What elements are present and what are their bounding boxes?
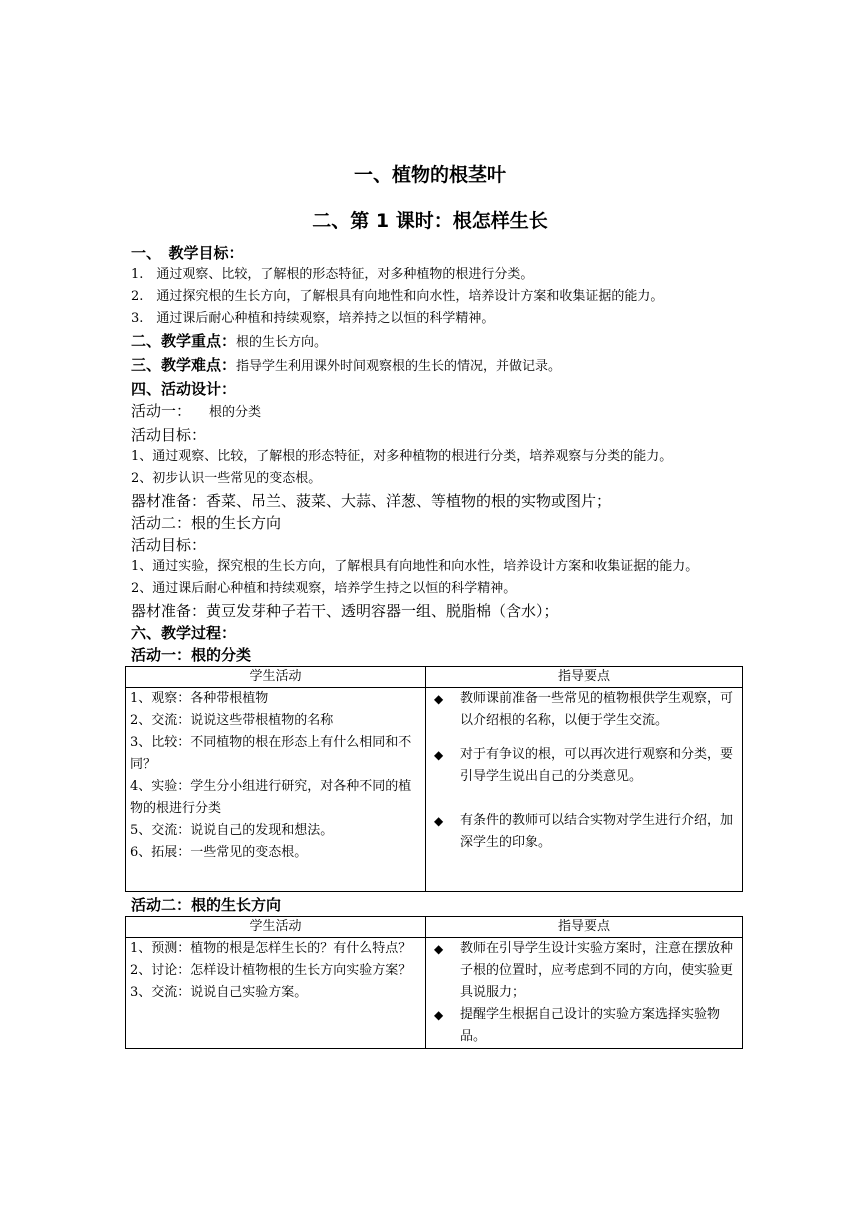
table1-guide-item: ◆ 有条件的教师可以结合实物对学生进行介绍，加深学生的印象。 xyxy=(430,810,738,854)
difficulty-label: 三、教学难点： xyxy=(131,356,237,374)
key-point-text: 根的生长方向。 xyxy=(236,335,328,350)
activity1-goal-label: 活动目标： xyxy=(131,426,207,444)
table1-guide-item: ◆ 对于有争议的根，可以再次进行观察和分类，要引导学生说出自己的分类意见。 xyxy=(430,744,738,788)
lesson-title: 二、第 1 课时：根怎样生长 xyxy=(312,210,548,232)
activity2-goal-1: 1、通过实验，探究根的生长方向，了解根具有向地性和向水性，培养设计方案和收集证据的能力。 xyxy=(131,559,699,574)
black-diamond-icon: ◆ xyxy=(434,942,444,956)
unit-title: 一、植物的根茎叶 xyxy=(353,164,506,186)
process-heading: 六、教学过程： xyxy=(131,624,237,642)
black-diamond-icon: ◆ xyxy=(434,1008,444,1022)
table2-guide-cell xyxy=(426,938,743,1049)
activity2-goal-2: 2、通过课后耐心种植和持续观察，培养学生持之以恒的科学精神。 xyxy=(131,581,517,596)
black-diamond-icon: ◆ xyxy=(434,814,444,828)
table1-student-item: 5、交流：说说自己的发现和想法。 xyxy=(130,823,334,838)
activity2-goal-label: 活动目标： xyxy=(131,536,207,554)
difficulty-text: 指导学生利用课外时间观察根的生长的情况，并做记录。 xyxy=(236,359,562,374)
table1-header-guide: 指导要点 xyxy=(426,667,743,688)
table1-student-item: 4、实验：学生分小组进行研究，对各种不同的植物的根进行分类 xyxy=(130,779,412,816)
table1-student-item: 6、拓展：一些常见的变态根。 xyxy=(130,845,308,860)
table2-guide-item: ◆ 教师在引导学生设计实验方案时，注意在摆放种子根的位置时，应考虑到不同的方向，使实验更具说服力； xyxy=(430,938,738,1004)
table1-student-item: 1、观察：各种带根植物 xyxy=(130,691,269,706)
activity1-name-text: 根的分类 xyxy=(209,405,262,420)
activity2-name: 活动二：根的生长方向 xyxy=(131,514,282,532)
table1-guide-item: ◆ 教师课前准备一些常见的植物根供学生观察，可以介绍根的名称，以便于学生交流。 xyxy=(430,688,738,732)
activity1-name-label: 活动一： xyxy=(131,402,192,420)
activity2-materials: 器材准备：黄豆发芽种子若干、透明容器一组、脱脂棉（含水）； xyxy=(131,602,559,620)
table1-student-cell xyxy=(126,688,426,892)
table1-header-student: 学生活动 xyxy=(126,667,426,688)
table1-caption: 活动一：根的分类 xyxy=(131,646,252,664)
design-heading: 四、活动设计： xyxy=(131,380,237,398)
objective-item-1: 1. 通过观察、比较，了解根的形态特征，对多种植物的根进行分类。 xyxy=(131,267,534,282)
table2-guide-item: ◆ 提醒学生根据自己设计的实验方案选择实验物品。 xyxy=(430,1004,738,1048)
table1-student-item: 3、比较：不同植物的根在形态上有什么相同和不同？ xyxy=(130,735,412,772)
table1-guide-cell xyxy=(426,688,743,892)
objectives-heading: 一、 教学目标： xyxy=(131,244,244,262)
table2-header-guide: 指导要点 xyxy=(426,917,743,938)
table2-student-item: 1、预测：植物的根是怎样生长的？有什么特点？ xyxy=(130,941,412,956)
activity1-materials: 器材准备：香菜、吊兰、菠菜、大蒜、洋葱、等植物的根的实物或图片； xyxy=(131,492,612,510)
activity1-goal-1: 1、通过观察、比较，了解根的形态特征，对多种植物的根进行分类，培养观察与分类的能力。 xyxy=(131,449,673,464)
table2-student-cell xyxy=(126,938,426,1049)
key-point-label: 二、教学重点： xyxy=(131,332,237,350)
activity1-table xyxy=(125,666,743,892)
document-body xyxy=(131,242,741,1049)
activity1-goal-2: 2、初步认识一些常见的变态根。 xyxy=(131,471,322,486)
black-diamond-icon: ◆ xyxy=(434,748,444,762)
objective-item-3: 3. 通过课后耐心种植和持续观察，培养持之以恒的科学精神。 xyxy=(131,311,495,326)
difficulty xyxy=(131,354,741,378)
activity1-name xyxy=(131,400,741,424)
black-diamond-icon: ◆ xyxy=(434,692,444,706)
table2-caption: 活动二：根的生长方向 xyxy=(131,896,282,914)
activity2-table xyxy=(125,916,743,1049)
table1-student-item: 2、交流：说说这些带根植物的名称 xyxy=(130,713,334,728)
table2-student-item: 3、交流：说说自己实验方案。 xyxy=(130,985,308,1000)
objective-item-2: 2. 通过探究根的生长方向，了解根具有向地性和向水性，培养设计方案和收集证据的能力。 xyxy=(131,289,664,304)
table2-student-item: 2、讨论：怎样设计植物根的生长方向实验方案？ xyxy=(130,963,412,978)
key-point xyxy=(131,330,741,354)
table2-header-student: 学生活动 xyxy=(126,917,426,938)
